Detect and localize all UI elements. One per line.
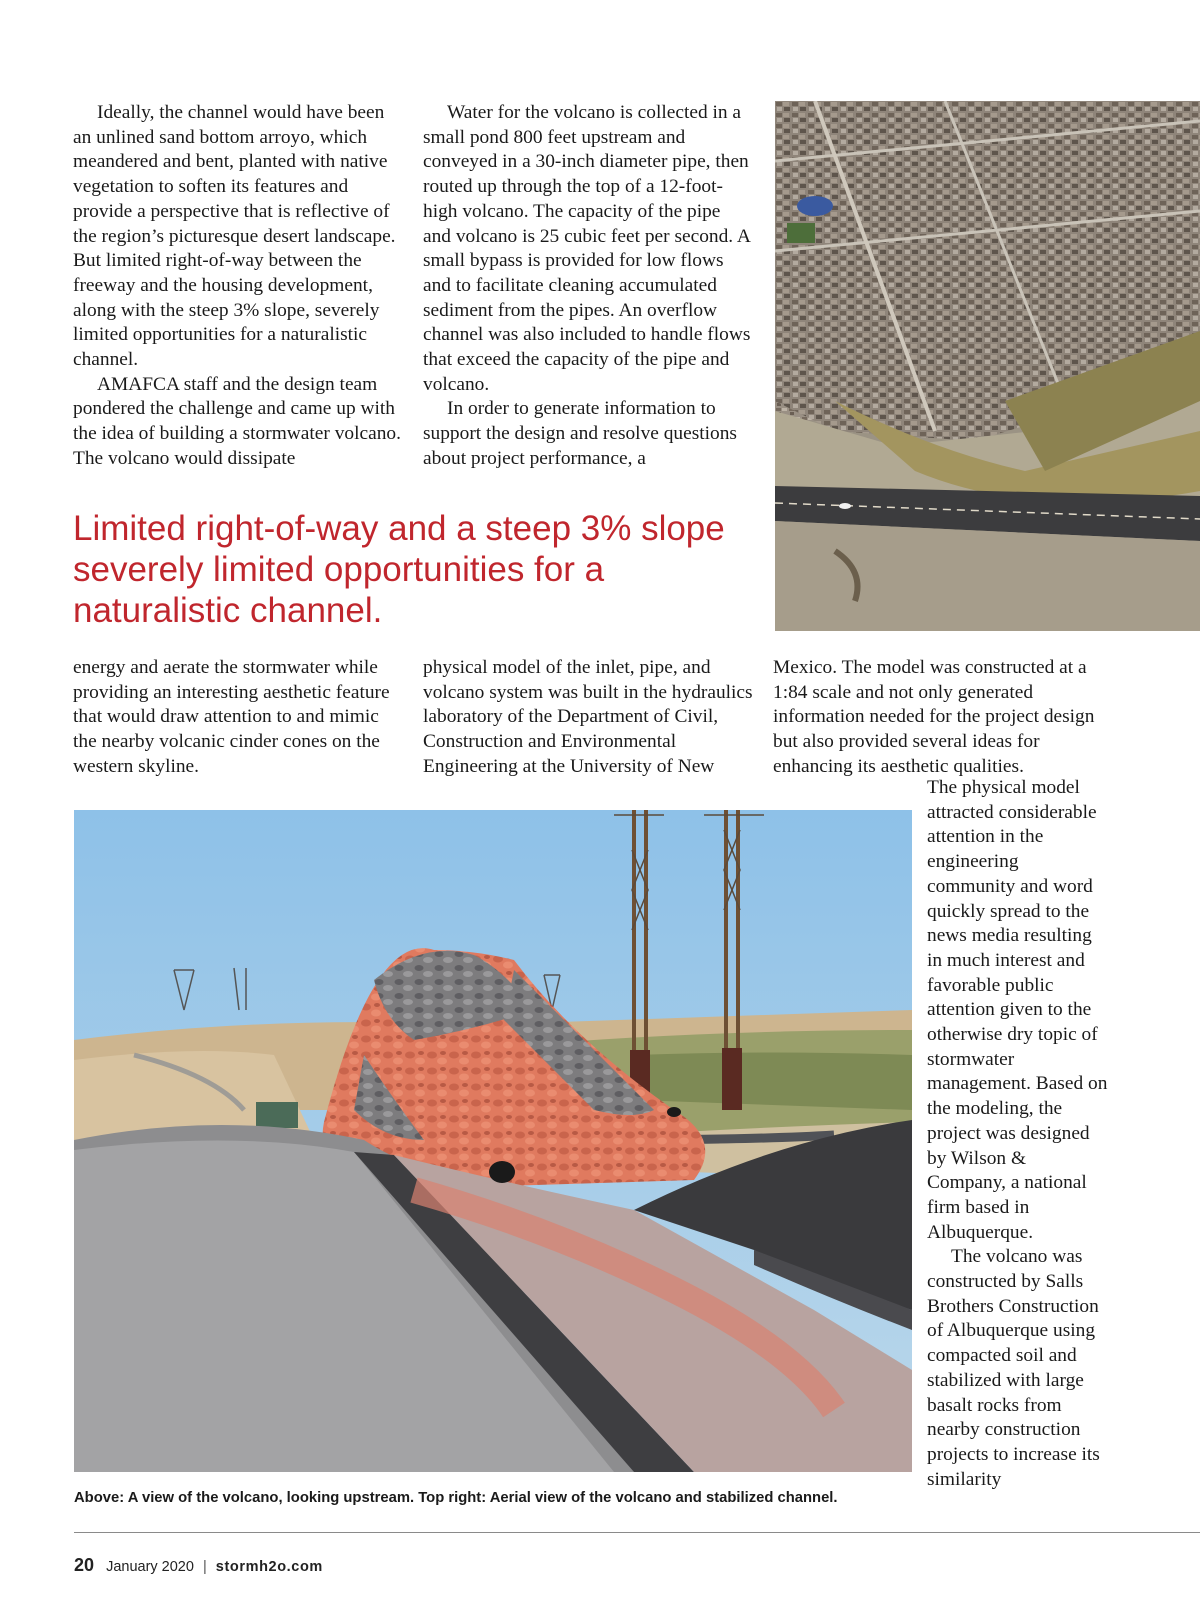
- paragraph: Mexico. The model was constructed at a 1:84 scale and not only generated information needed for the project design but also provided several ideas for enhancing its aesthetic qualities.: [773, 657, 1095, 777]
- article-column-1-bottom: [73, 656, 403, 780]
- paragraph: energy and aerate the stormwater while providing an interesting aesthetic feature that would draw attention to and mimic the nearby volcanic cinder cones on the western skyline.: [73, 657, 390, 777]
- paragraph: physical model of the inlet, pipe, and volcano system was built in the hydraulics laboratory of the Department of Civil, Construction and Environmental Engineering at the University of New: [423, 657, 753, 777]
- footer-divider: [74, 1532, 1200, 1533]
- article-column-2-bottom: [423, 656, 753, 780]
- paragraph: The volcano was constructed by Salls Brothers Construction of Albuquerque using compacted soil and stabilized with large basalt rocks from nearby construction projects to increase its similarity: [927, 1246, 1100, 1490]
- footer-separator: |: [202, 1559, 207, 1575]
- article-column-2-top: [423, 101, 753, 472]
- article-column-4: [927, 776, 1109, 1492]
- issue-date: January 2020: [106, 1559, 194, 1575]
- pull-quote: Limited right-of-way and a steep 3% slope severely limited opportunities for a naturalistic channel.: [73, 509, 725, 630]
- page-number: 20: [74, 1555, 95, 1575]
- photo-caption: Above: A view of the volcano, looking upstream. Top right: Aerial view of the volcano and stabilized channel.: [74, 1490, 838, 1506]
- website-link[interactable]: stormh2o.com: [215, 1559, 323, 1575]
- article-column-3-bottom: [773, 656, 1113, 780]
- paragraph: The physical model attracted considerable attention in the engineering community and word quickly spread to the news media resulting in much interest and favorable public attention given to the otherwise dry topic of stormwater management. Based on the modeling, the project was designed by Wilson & Company, a national firm based in Albuquerque.: [927, 777, 1108, 1243]
- paragraph: Ideally, the channel would have been an unlined sand bottom arroyo, which meandered and bent, planted with native vegetation to soften its features and provide a perspective that is reflective of the region’s picturesque desert landscape. But limited right-of-way between the freeway and the housing development, along with the steep 3% slope, severely limited opportunities for a naturalistic channel.: [73, 102, 396, 371]
- paragraph: Water for the volcano is collected in a small pond 800 feet upstream and conveyed in a 30-inch diameter pipe, then routed up through the top of a 12-foot-high volcano. The capacity of the pipe and volcano is 25 cubic feet per second. A small bypass is provided for low flows and to facilitate cleaning accumulated sediment from the pipes. An overflow channel was also included to handle flows that exceed the capacity of the pipe and volcano.: [423, 102, 751, 395]
- article-column-1-top: [73, 101, 403, 472]
- aerial-photo: [775, 101, 1200, 631]
- page-footer: [74, 1555, 323, 1576]
- paragraph: In order to generate information to support the design and resolve questions about project performance, a: [423, 398, 737, 469]
- volcano-photo: [74, 810, 912, 1472]
- paragraph: AMAFCA staff and the design team pondered the challenge and came up with the idea of building a stormwater volcano. The volcano would dissipate: [73, 373, 401, 469]
